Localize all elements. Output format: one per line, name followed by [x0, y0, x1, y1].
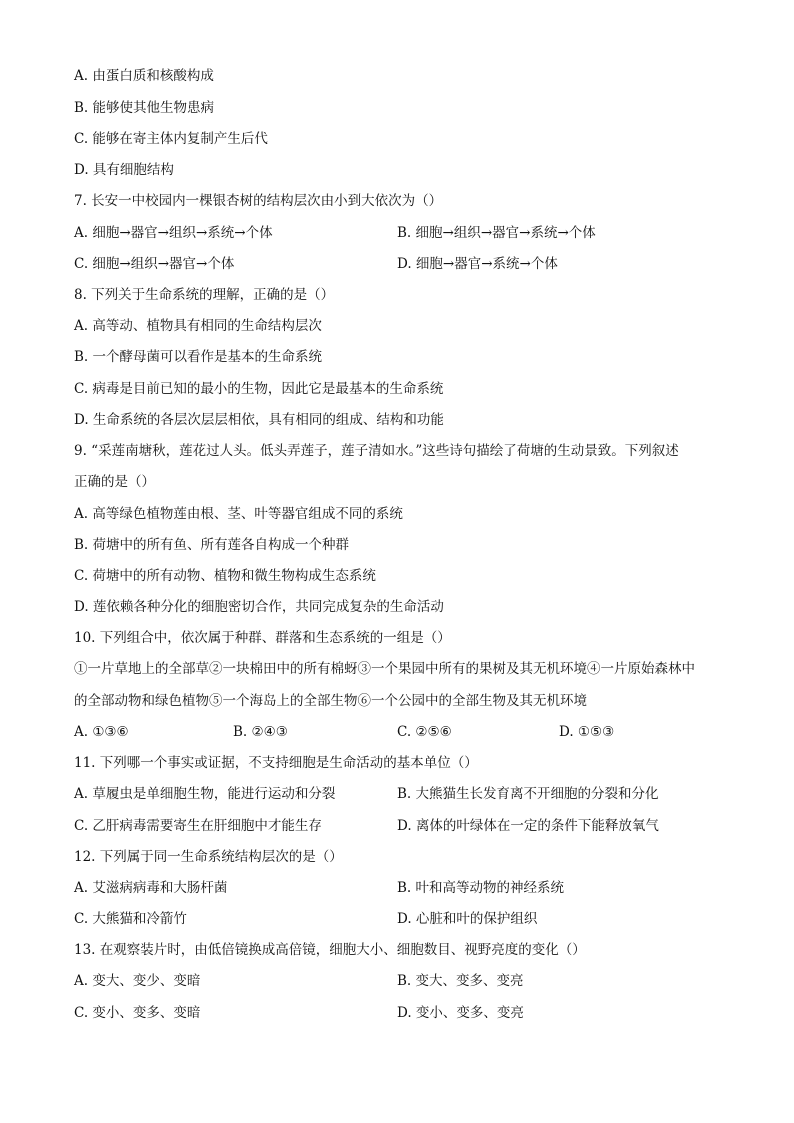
q8-stem: 8. 下列关于生命系统的理解，正确的是（）: [74, 287, 335, 303]
q11-option-b: B. 大熊猫生长发育离不开细胞的分裂和分化: [397, 786, 659, 802]
q13-option-c: C. 变小、变多、变暗: [74, 1005, 201, 1021]
q13-option-b: B. 变大、变多、变亮: [397, 973, 524, 989]
q12-option-d: D. 心脏和叶的保护组织: [397, 911, 538, 927]
q12-option-b: B. 叶和高等动物的神经系统: [397, 880, 565, 896]
q9-option-d: D. 莲依赖各种分化的细胞密切合作，共同完成复杂的生命活动: [74, 599, 444, 615]
q8-option-d: D. 生命系统的各层次层层相依，具有相同的组成、结构和功能: [74, 412, 444, 428]
q11-stem: 11. 下列哪一个事实或证据，不支持细胞是生命活动的基本单位（）: [74, 755, 478, 771]
q6-option-b: B. 能够使其他生物患病: [74, 100, 215, 116]
q11-option-a: A. 草履虫是单细胞生物，能进行运动和分裂: [74, 786, 336, 802]
q12-option-a: A. 艾滋病病毒和大肠杆菌: [74, 880, 228, 896]
q6-option-c: C. 能够在寄主体内复制产生后代: [74, 131, 268, 147]
q13-option-d: D. 变小、变多、变亮: [397, 1005, 524, 1021]
q6-option-d: D. 具有细胞结构: [74, 162, 174, 178]
q12-option-c: C. 大熊猫和冷箭竹: [74, 911, 187, 927]
q6-option-a: A. 由蛋白质和核酸构成: [74, 68, 214, 84]
q7-option-d: D. 细胞→器官→系统→个体: [397, 256, 558, 272]
q7-option-a: A. 细胞→器官→组织→系统→个体: [74, 225, 273, 241]
q8-option-a: A. 高等动、植物具有相同的生命结构层次: [74, 318, 322, 334]
q9-stem-line1: 9. “采莲南塘秋，莲花过人头。低头弄莲子，莲子清如水。”这些诗句描绘了荷塘的生动景致。下列叙述: [74, 443, 679, 459]
q8-option-b: B. 一个酵母菌可以看作是基本的生命系统: [74, 349, 323, 365]
q11-option-c: C. 乙肝病毒需要寄生在肝细胞中才能生存: [74, 818, 322, 834]
q7-option-b: B. 细胞→组织→器官→系统→个体: [397, 225, 596, 241]
q10-items-line2: 的全部动物和绿色植物⑤一个海岛上的全部生物⑥一个公园中的全部生物及其无机环境: [74, 693, 587, 709]
q7-option-c: C. 细胞→组织→器官→个体: [74, 256, 235, 272]
q10-option-d: D. ①⑤③: [559, 724, 615, 740]
q13-option-a: A. 变大、变少、变暗: [74, 973, 201, 989]
q10-option-c: C. ②⑤⑥: [397, 724, 452, 740]
q7-stem: 7. 长安一中校园内一棵银杏树的结构层次由小到大依次为（）: [74, 193, 443, 209]
q9-option-c: C. 荷塘中的所有动物、植物和微生物构成生态系统: [74, 568, 376, 584]
q12-stem: 12. 下列属于同一生命系统结构层次的是（）: [74, 849, 343, 865]
q10-option-b: B. ②④③: [233, 724, 288, 740]
q10-stem: 10. 下列组合中，依次属于种群、群落和生态系统的一组是（）: [74, 630, 451, 646]
q10-items-line1: ①一片草地上的全部草②一块棉田中的所有棉蚜③一个果园中所有的果树及其无机环境④一片原始森林中: [74, 661, 695, 677]
q9-option-a: A. 高等绿色植物莲由根、茎、叶等器官组成不同的系统: [74, 506, 403, 522]
q13-stem: 13. 在观察装片时，由低倍镜换成高倍镜，细胞大小、细胞数目、视野亮度的变化（）: [74, 942, 586, 958]
q10-option-a: A. ①③⑥: [74, 724, 129, 740]
q8-option-c: C. 病毒是目前已知的最小的生物，因此它是最基本的生命系统: [74, 381, 444, 397]
q9-stem-line2: 正确的是（）: [74, 474, 155, 490]
q9-option-b: B. 荷塘中的所有鱼、所有莲各自构成一个种群: [74, 537, 350, 553]
q11-option-d: D. 离体的叶绿体在一定的条件下能释放氧气: [397, 818, 659, 834]
